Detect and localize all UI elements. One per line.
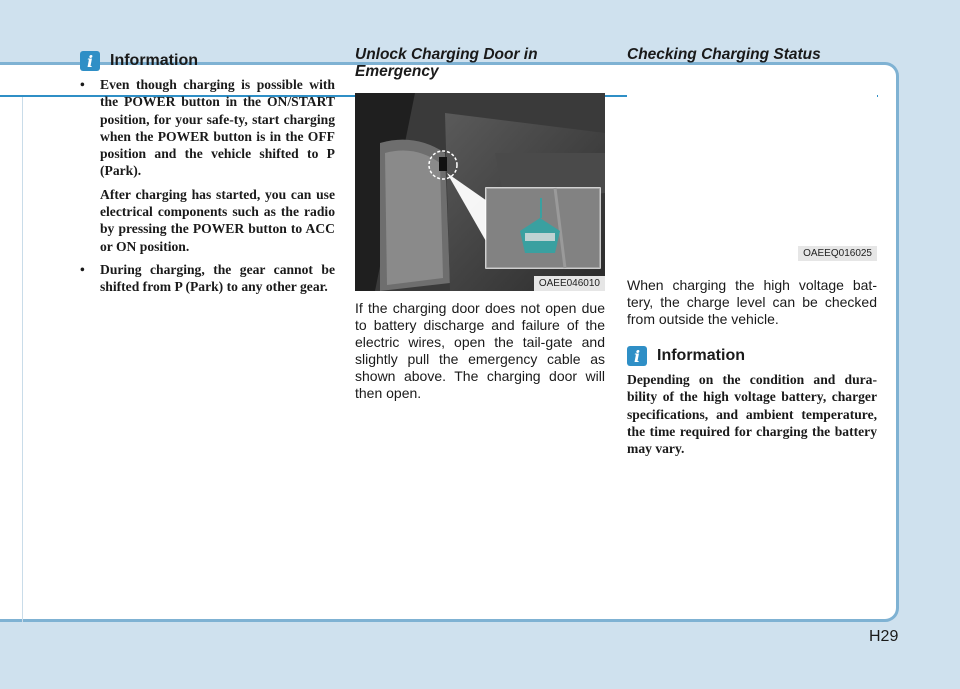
section-body: If the charging door does not open due to battery discharge and failure of the electric wires, open the tail-gate and slightly pull the emergency cable as shown above. The charging door will then open.: [355, 300, 605, 401]
charging-status-image: [627, 83, 877, 261]
bullet-paragraph: • Even though charging is possible with the POWER button in the ON/START position, for your safe-ty, start charging when the POWER button is in the OFF position and the vehicle shifted to P (Park).: [100, 77, 335, 179]
section-heading: Unlock Charging Door in Emergency: [355, 46, 538, 80]
trunk-illustration: [355, 93, 605, 291]
info-icon: i: [627, 346, 647, 366]
margin-rule: [22, 97, 23, 622]
info-header: [627, 346, 877, 366]
info-title: Information: [657, 347, 745, 364]
page-number: H29: [869, 628, 899, 645]
middle-column: [355, 46, 605, 402]
list-item: [80, 76, 335, 255]
list-item: [80, 261, 335, 296]
image-code-label: OAEEQ016025: [798, 246, 877, 261]
info-icon: i: [80, 51, 100, 71]
info-title: Information: [110, 52, 198, 69]
section-body: When charging the high voltage bat-tery, the charge level can be checked from outside the vehicle.: [627, 277, 877, 327]
info-header: [80, 51, 335, 71]
left-column: [80, 51, 335, 296]
info-bullet-list: [80, 76, 335, 296]
image-code-label: OAEE046010: [534, 276, 605, 291]
bullet-paragraph: After charging has started, you can use electrical components such as the radio by pressing the POWER button to ACC or ON position.: [100, 186, 335, 254]
info-body: Depending on the condition and dura-bility of the high voltage battery, charger specifications, and ambient temperature, the time required for charging the battery may vary.: [627, 372, 877, 457]
section-heading: Checking Charging Status: [627, 46, 821, 63]
trunk-photo: [355, 93, 605, 291]
right-column: [627, 46, 877, 457]
bullet-paragraph: • During charging, the gear cannot be shifted from P (Park) to any other gear.: [100, 261, 335, 295]
